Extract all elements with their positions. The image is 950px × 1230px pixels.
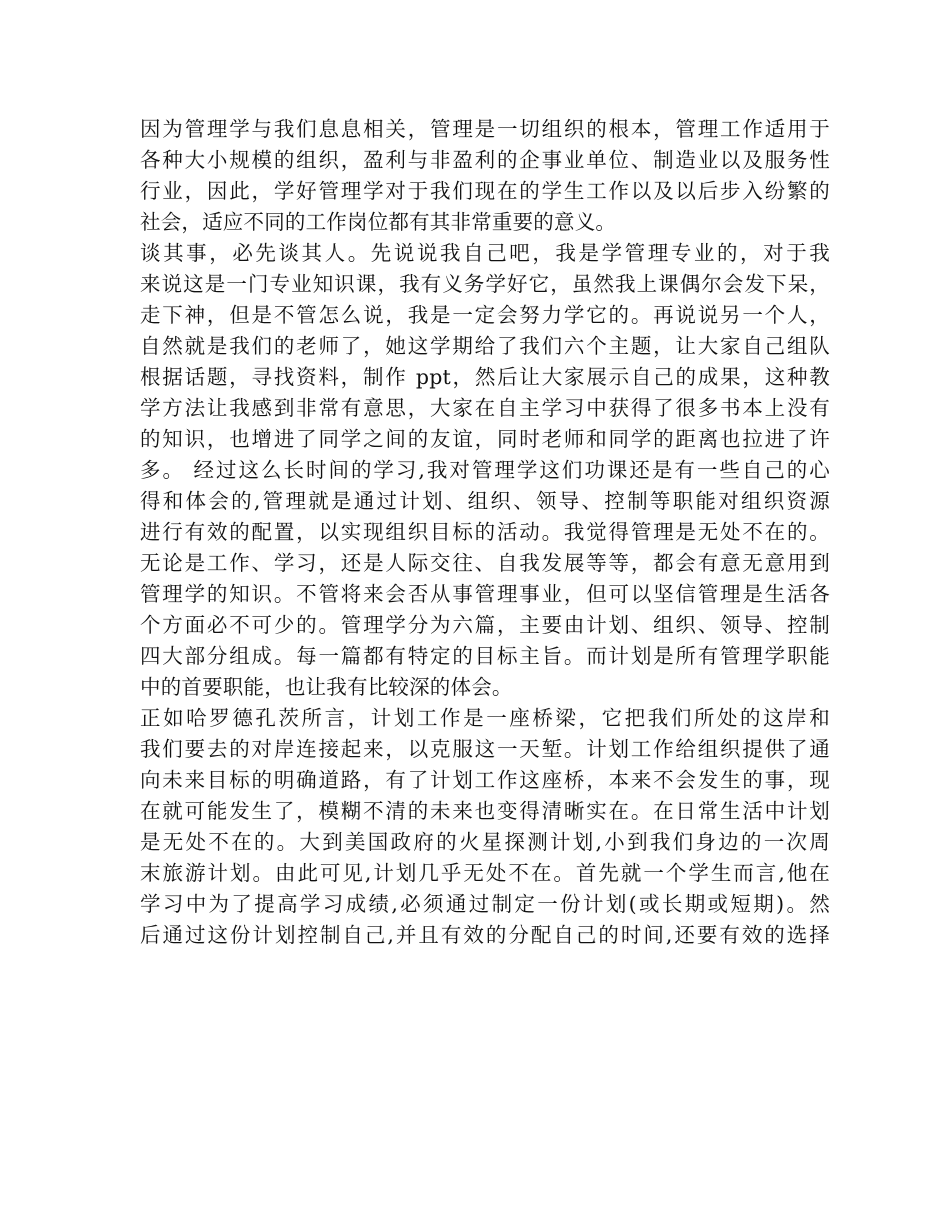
text-line: 无论是工作、学习，还是人际交往、自我发展等等，都会有意无意用到	[140, 551, 830, 575]
text-line: 多。 经过这么长时间的学习,我对管理学这们功课还是有一些自己的心	[140, 458, 830, 482]
text-line: 得和体会的,管理就是通过计划、组织、领导、控制等职能对组织资源	[140, 489, 830, 513]
text-line: 的知识，也增进了同学之间的友谊，同时老师和同学的距离也拉进了许	[140, 427, 830, 451]
text-line: 社会，适应不同的工作岗位都有其非常重要的意义。	[140, 210, 617, 234]
text-line: 中的首要职能，也让我有比较深的体会。	[140, 675, 513, 699]
text-line: 末旅游计划。由此可见,计划几乎无处不在。首先就一个学生而言,他在	[140, 861, 830, 885]
text-line: 各种大小规模的组织，盈利与非盈利的企事业单位、制造业以及服务性	[140, 148, 830, 172]
document-page	[140, 114, 830, 1114]
text-line: 学方法让我感到非常有意思，大家在自主学习中获得了很多书本上没有	[140, 396, 830, 420]
text-line: 自然就是我们的老师了，她这学期给了我们六个主题，让大家自己组队	[140, 334, 830, 358]
text-line: 向未来目标的明确道路，有了计划工作这座桥，本来不会发生的事，现	[140, 768, 830, 792]
text-line: 后通过这份计划控制自己,并且有效的分配自己的时间,还要有效的选择	[140, 923, 830, 947]
text-line: 来说这是一门专业知识课，我有义务学好它，虽然我上课偶尔会发下呆，	[140, 272, 830, 296]
text-line: 根据话题，寻找资料，制作 ppt，然后让大家展示自己的成果，这种教	[140, 365, 830, 389]
text-line: 进行有效的配置，以实现组织目标的活动。我觉得管理是无处不在的。	[140, 520, 830, 544]
text-line: 学习中为了提高学习成绩,必须通过制定一份计划(或长期或短期)。然	[140, 892, 830, 916]
text-line: 谈其事，必先谈其人。先说说我自己吧，我是学管理专业的，对于我	[140, 241, 830, 265]
text-line: 管理学的知识。不管将来会否从事管理事业，但可以坚信管理是生活各	[140, 582, 830, 606]
text-line: 行业，因此，学好管理学对于我们现在的学生工作以及以后步入纷繁的	[140, 179, 830, 203]
text-line: 因为管理学与我们息息相关，管理是一切组织的根本，管理工作适用于	[140, 117, 830, 141]
text-line: 走下神，但是不管怎么说，我是一定会努力学它的。再说说另一个人，	[140, 303, 830, 327]
text-line: 四大部分组成。每一篇都有特定的目标主旨。而计划是所有管理学职能	[140, 644, 830, 668]
text-line: 正如哈罗德孔茨所言，计划工作是一座桥梁，它把我们所处的这岸和	[140, 706, 830, 730]
text-line: 是无处不在的。大到美国政府的火星探测计划,小到我们身边的一次周	[140, 830, 830, 854]
text-line: 个方面必不可少的。管理学分为六篇，主要由计划、组织、领导、控制	[140, 613, 830, 637]
text-line: 我们要去的对岸连接起来，以克服这一天堑。计划工作给组织提供了通	[140, 737, 830, 761]
text-line: 在就可能发生了，模糊不清的未来也变得清晰实在。在日常生活中计划	[140, 799, 830, 823]
